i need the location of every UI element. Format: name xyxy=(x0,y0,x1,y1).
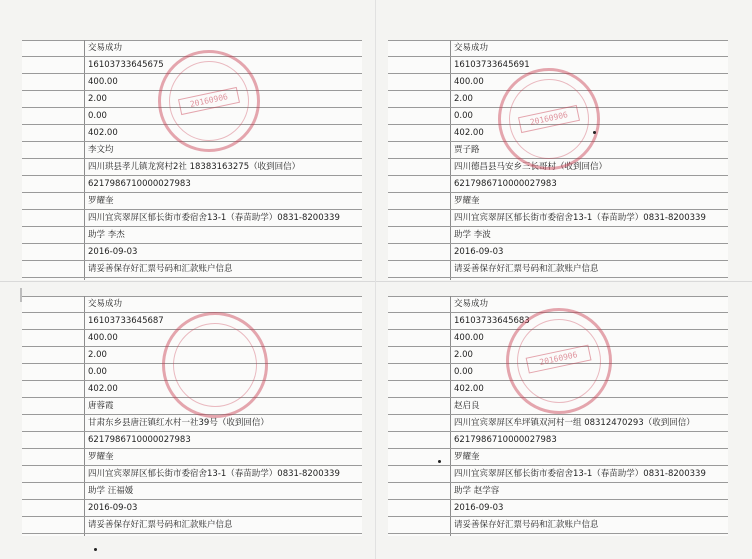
field-value: 402.00 xyxy=(454,384,484,394)
seal-inner-ring xyxy=(165,315,265,415)
receipt-card xyxy=(22,40,362,280)
field-value: 罗耀奎 xyxy=(454,452,480,462)
field-value: 2.00 xyxy=(454,94,473,104)
field-status xyxy=(22,296,362,313)
field-value: 贾子路 xyxy=(454,145,480,155)
field-value: 罗耀奎 xyxy=(88,452,114,462)
field-value: 0.00 xyxy=(454,367,473,377)
field-payee-address xyxy=(22,415,362,432)
field-reminder xyxy=(22,261,362,278)
seal-date: 20160906 xyxy=(526,345,592,374)
field-value: 2.00 xyxy=(454,350,473,360)
field-value: 李文均 xyxy=(88,145,114,155)
scan-edge-mark xyxy=(20,288,22,302)
field-value: 罗耀奎 xyxy=(88,196,114,206)
field-value: 2016-09-03 xyxy=(88,247,138,257)
field-reminder xyxy=(388,517,728,534)
field-value: 请妥善保存好汇票号码和汇款账户信息 xyxy=(454,264,599,274)
field-value: 402.00 xyxy=(88,128,118,138)
field-date xyxy=(22,244,362,261)
field-value: 交易成功 xyxy=(454,299,489,309)
field-value: 6217986710000027983 xyxy=(454,435,557,445)
field-value: 0.00 xyxy=(454,111,473,121)
field-value: 赵启良 xyxy=(454,401,480,411)
field-value: 四川宜宾翠屏区郁长街市委宿舍13-1（春苗助学）0831-8200339 xyxy=(88,213,340,223)
field-value: 罗耀奎 xyxy=(454,196,480,206)
field-value: 助学 汪福媛 xyxy=(88,486,134,496)
field-value: 400.00 xyxy=(88,77,118,87)
field-value: 6217986710000027983 xyxy=(88,435,191,445)
field-account xyxy=(22,176,362,193)
field-value: 402.00 xyxy=(454,128,484,138)
field-sender-address xyxy=(22,210,362,227)
field-value: 助学 李波 xyxy=(454,230,491,240)
receipt-card xyxy=(388,40,728,280)
field-date xyxy=(22,500,362,517)
field-value: 2.00 xyxy=(88,94,107,104)
field-value: 四川宜宾翠屏区郁长街市委宿舍13-1（春苗助学）0831-8200339 xyxy=(88,469,340,479)
field-account xyxy=(388,432,728,449)
field-sender-name xyxy=(22,449,362,466)
field-value: 四川珙县孝儿镇龙窝村2社 18383163275（收到回信） xyxy=(88,162,301,172)
field-value: 16103733645687 xyxy=(88,316,164,326)
field-value: 交易成功 xyxy=(88,299,123,309)
field-sender-address xyxy=(388,466,728,483)
field-note xyxy=(22,483,362,500)
field-value: 2.00 xyxy=(88,350,107,360)
field-value: 请妥善保存好汇票号码和汇款账户信息 xyxy=(454,520,599,530)
receipt-card xyxy=(22,296,362,536)
field-note xyxy=(388,227,728,244)
field-sender-address xyxy=(22,466,362,483)
seal-date: 20160906 xyxy=(518,105,580,133)
field-reminder xyxy=(22,517,362,534)
field-value: 助学 赵学容 xyxy=(454,486,500,496)
field-value: 6217986710000027983 xyxy=(454,179,557,189)
field-account xyxy=(22,432,362,449)
field-value: 2016-09-03 xyxy=(88,503,138,513)
field-value: 唐蓉霞 xyxy=(88,401,114,411)
field-value: 交易成功 xyxy=(454,43,489,53)
field-payee-address xyxy=(388,415,728,432)
field-sender-name xyxy=(388,193,728,210)
field-date xyxy=(388,500,728,517)
field-value: 16103733645675 xyxy=(88,60,164,70)
field-value: 2016-09-03 xyxy=(454,503,504,513)
receipt-card xyxy=(388,296,728,536)
field-sender-name xyxy=(22,193,362,210)
field-value: 16103733645691 xyxy=(454,60,530,70)
field-value: 2016-09-03 xyxy=(454,247,504,257)
field-value: 0.00 xyxy=(88,111,107,121)
field-payee-address xyxy=(22,159,362,176)
field-value: 甘肃东乡县唐汪镇红水村一社39号（收到回信） xyxy=(88,418,269,428)
scan-speck xyxy=(94,548,97,551)
field-reminder xyxy=(388,261,728,278)
field-value: 16103733645683 xyxy=(454,316,530,326)
field-value: 四川宜宾翠屏区郁长街市委宿舍13-1（春苗助学）0831-8200339 xyxy=(454,213,706,223)
field-value: 交易成功 xyxy=(88,43,123,53)
field-note xyxy=(388,483,728,500)
field-value: 助学 李杰 xyxy=(88,230,125,240)
field-value: 四川德昌县马安乡三长哥村（收到回信） xyxy=(454,162,608,172)
field-value: 6217986710000027983 xyxy=(88,179,191,189)
field-value: 请妥善保存好汇票号码和汇款账户信息 xyxy=(88,520,233,530)
scan-speck xyxy=(438,460,441,463)
field-value: 402.00 xyxy=(88,384,118,394)
field-value: 四川宜宾翠屏区牟坪镇双河村一组 08312470293（收到回信） xyxy=(454,418,695,428)
field-sender-address xyxy=(388,210,728,227)
field-value: 请妥善保存好汇票号码和汇款账户信息 xyxy=(88,264,233,274)
field-status xyxy=(388,40,728,57)
field-value: 0.00 xyxy=(88,367,107,377)
field-value: 400.00 xyxy=(454,77,484,87)
field-account xyxy=(388,176,728,193)
horizontal-fold xyxy=(0,281,752,282)
field-note xyxy=(22,227,362,244)
field-date xyxy=(388,244,728,261)
seal-date: 20160906 xyxy=(178,87,240,115)
field-value: 400.00 xyxy=(88,333,118,343)
scan-speck xyxy=(593,131,596,134)
field-value: 400.00 xyxy=(454,333,484,343)
field-sender-name xyxy=(388,449,728,466)
vertical-fold xyxy=(375,0,376,559)
field-value: 四川宜宾翠屏区郁长街市委宿舍13-1（春苗助学）0831-8200339 xyxy=(454,469,706,479)
